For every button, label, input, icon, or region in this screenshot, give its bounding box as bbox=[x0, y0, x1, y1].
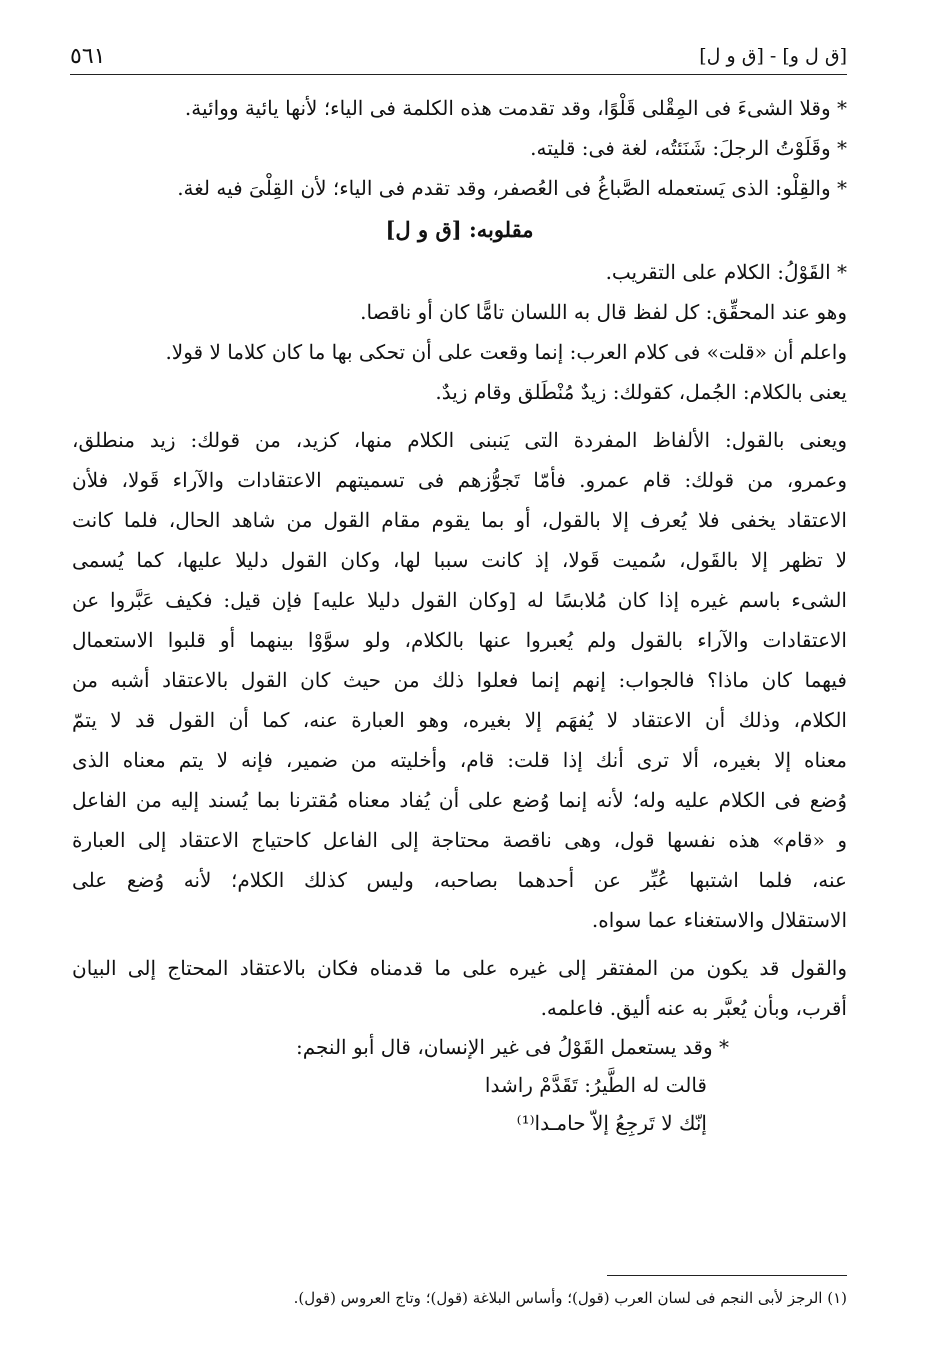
running-head: [ق ل و] - [ق و ل] bbox=[699, 45, 847, 67]
section-line: وهو عند المحقِّق: كل لفظ قال به اللسان تامًّا كان أو ناقصا. bbox=[360, 300, 847, 324]
paragraph-line: الاستقلال والاستغناء عما سواه. bbox=[591, 908, 847, 932]
paragraph-line: الاعتقاد يخفى فلا يُعرف إلا بالقول، أو بما يقوم مقام القول من شاهد الحال، فلما كانت bbox=[72, 508, 847, 532]
paragraph-line: والقول قد يكون من المفتقر إلى غيره على ما قدمناه فكان بالاعتقاد المحتاج إلى البيان bbox=[72, 956, 847, 980]
paragraph-line: عنه، فلما اشتبها عُبِّر عن أحدهما بصاحبه، وليس كذلك الكلام؛ لأنه وُضع على bbox=[72, 868, 847, 892]
footnote-divider bbox=[607, 1275, 847, 1276]
paragraph-line: أقرب، وبأن يُعبَّر به عنه أليق. فاعلمه. bbox=[540, 996, 847, 1020]
verse-line: إنّك لا تَرجِعُ إلاّ حامـدا⁽¹⁾ bbox=[516, 1111, 707, 1135]
paragraph-line: وُضع فى الكلام عليه وله؛ لأنه إنما وُضع على أن يُفاد معناه مُقترنا بما يُسند إليه من الفاعل bbox=[72, 788, 847, 812]
page-body bbox=[72, 88, 847, 1142]
page-header bbox=[70, 38, 847, 75]
section-line: * القَوْلُ: الكلام على التقريب. bbox=[605, 260, 847, 284]
entry-line: * وقلا الشىءَ فى المِقْلى قَلْوًا، وقد تقدمت هذه الكلمة فى الياء؛ لأنها يائية ووائية. bbox=[184, 96, 847, 120]
paragraph-line: فيهما كان ماذا؟ فالجواب: إنهم إنما فعلوا ذلك من حيث كان القول بالاعتقاد أشبه من bbox=[72, 668, 847, 692]
section-line: يعنى بالكلام: الجُمل، كقولك: زيدٌ مُنْطَلق وقام زيدٌ. bbox=[435, 380, 847, 404]
footnote: (١) الرجز لأبى النجم فى لسان العرب (قول)؛ وأساس البلاغة (قول)؛ وتاج العروس (قول). bbox=[293, 1289, 847, 1307]
paragraph-line: الكلام، وذلك أن الاعتقاد لا يُفهَم إلا بغيره، وهو العبارة عنه، كما أن القول قد لا يتمّ bbox=[72, 708, 847, 732]
entry-line: * وقَلَوْتُ الرجلَ: شَنَئتُه، لغة فى: قليته. bbox=[530, 136, 847, 160]
paragraph-line: الشىء باسم غيره إذا كان مُلابسًا له [وكان القول دليلا عليه] فإن قيل: فكيف عَبَّروا عن bbox=[72, 588, 847, 612]
paragraph-line: ويعنى بالقول: الألفاظ المفردة التى يَنبنى الكلام منها، كزيد، من قولك: زيد منطلق، bbox=[72, 428, 847, 452]
verse-line: قالت له الطَّيرُ: تَقَدَّمْ راشدا bbox=[484, 1073, 707, 1097]
verse-block bbox=[72, 1028, 847, 1142]
section-subheading: مقلوبه: [ق و ل] bbox=[385, 217, 534, 242]
paragraph-line: و «قام» هذه نفسها قول، وهى ناقصة محتاجة إلى الفاعل كاحتياج الاعتقاد إلى العبارة bbox=[72, 828, 847, 852]
paragraph-line: الاعتقادات والآراء بالقول ولم يُعبروا عنها بالكلام، ولو سوَّوْا بينهما أو قلبوا الاستعمال bbox=[72, 628, 847, 652]
paragraph-line: وعمرو، من قولك: قام عمرو. فأمّا تَجوُّزهم فى تسميتهم الاعتقادات والآراء قَولا، فلأن bbox=[72, 468, 847, 492]
entry-line: * والقِلْو: الذى يَستعمله الصَّباغُ فى العُصفر، وقد تقدم فى الياء؛ لأن القِلْىَ فيه لغة. bbox=[177, 176, 847, 200]
paragraph-line: لا تظهر إلا بالقَول، سُميت قَولا، إذ كانت سببا لها، وكان القول دليلا عليها، كما يُسمى bbox=[72, 548, 847, 572]
verse-intro: * وقد يستعمل القَوْلُ فى غير الإنسان، قال أبو النجم: bbox=[295, 1035, 729, 1059]
paragraph-line: معناه إلا بغيره، ألا ترى أنك إذا قلت: قام، وأخليته من ضمير، فإنه لا يتم معناه الذى bbox=[72, 748, 847, 772]
page-number: ٥٦١ bbox=[70, 43, 106, 69]
section-line: واعلم أن «قلت» فى كلام العرب: إنما وقعت على أن تحكى بها ما كان كلاما لا قولا. bbox=[165, 340, 847, 364]
